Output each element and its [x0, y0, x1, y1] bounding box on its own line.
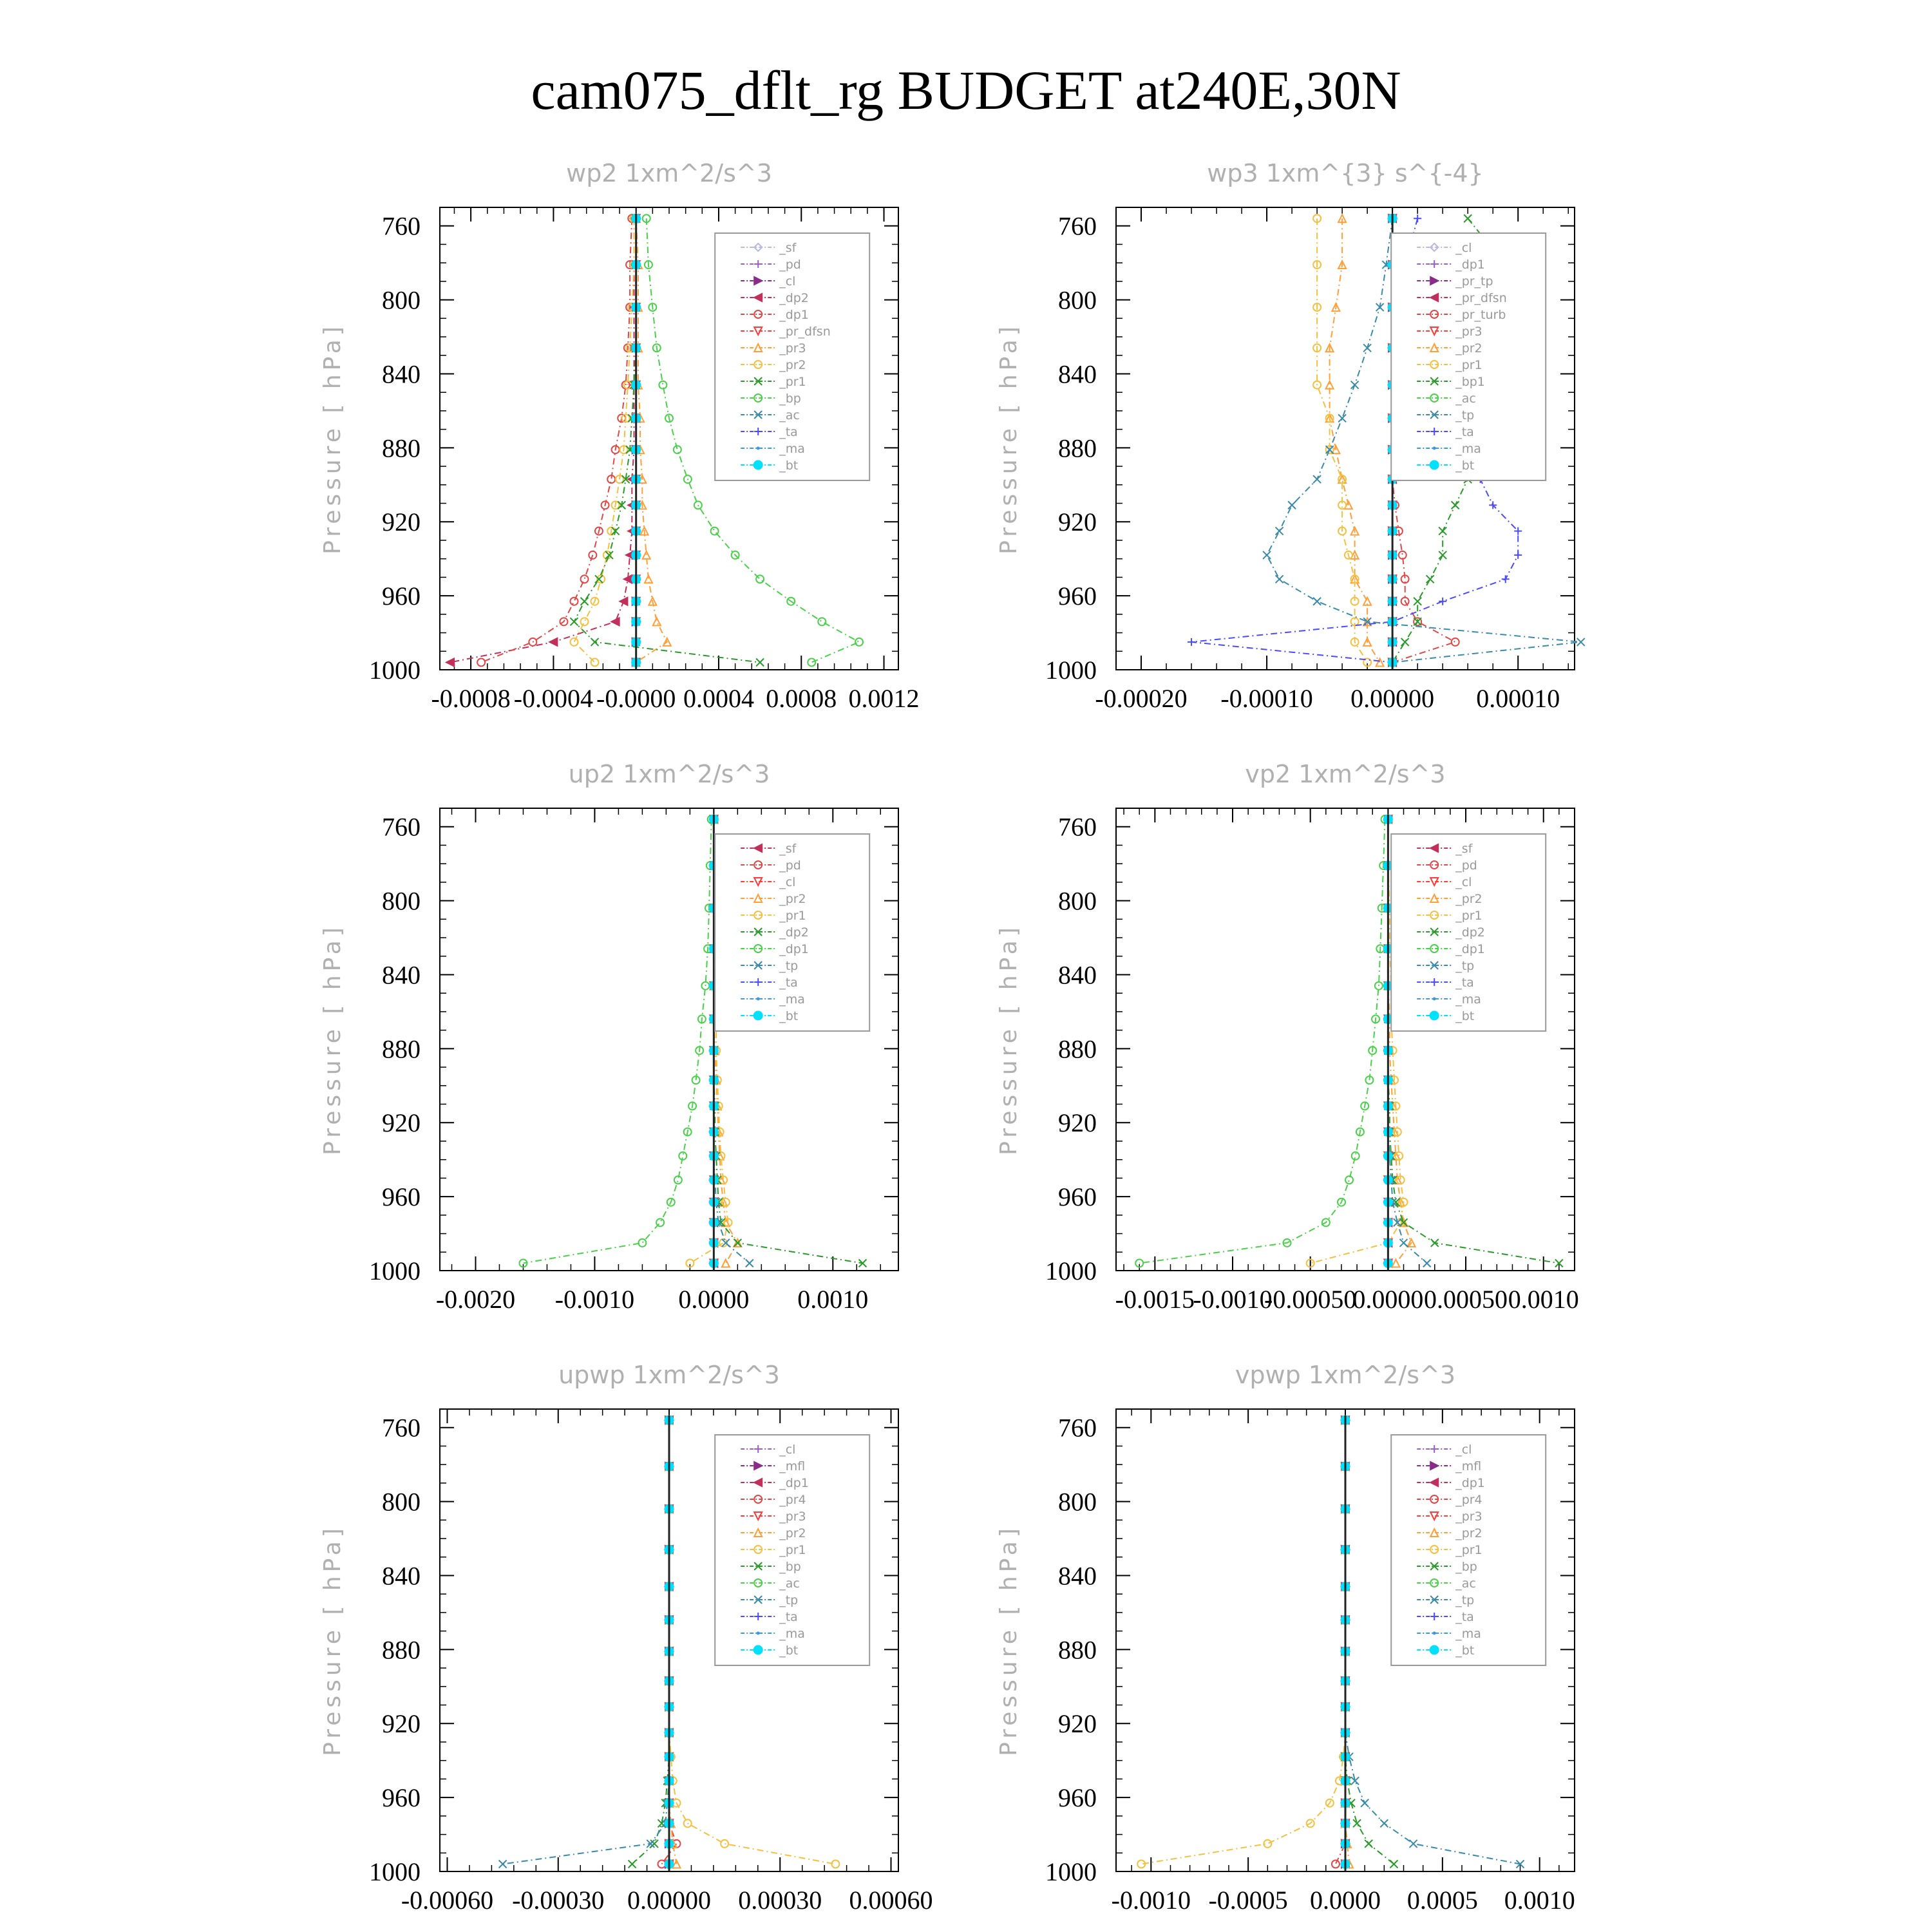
y-tick-label: 960 — [1058, 1783, 1097, 1813]
series-line — [1141, 1420, 1345, 1864]
series-line — [1311, 819, 1404, 1263]
x-tick-label: 0.0004 — [683, 684, 754, 713]
chart-panel — [319, 760, 898, 1314]
y-tick-label: 840 — [382, 1561, 421, 1591]
y-tick-label: 800 — [382, 886, 421, 916]
series-line — [481, 218, 632, 662]
legend-label: _ta — [779, 976, 798, 990]
legend-label: _ta — [1455, 425, 1474, 439]
legend-label: _dp2 — [779, 291, 809, 305]
y-axis-label: Pressure [ hPa] — [319, 323, 346, 554]
y-tick-label: 920 — [1058, 507, 1097, 537]
legend-label: _dp2 — [1455, 925, 1485, 940]
data-point — [653, 618, 661, 625]
data-point — [756, 575, 764, 583]
legend-label: _ma — [1455, 1627, 1481, 1641]
data-point — [1401, 638, 1409, 646]
legend-label: _tp — [779, 959, 799, 973]
legend-label: _pr1 — [779, 1543, 806, 1557]
y-axis-label: Pressure [ hPa] — [996, 1524, 1022, 1756]
y-tick-label: 920 — [1058, 1108, 1097, 1138]
legend-marker — [757, 447, 760, 450]
x-tick-label: 0.00060 — [849, 1886, 933, 1915]
figure-title: cam075_dflt_rg BUDGET at240E,30N — [531, 59, 1401, 121]
y-axis-label: Pressure [ hPa] — [319, 1524, 346, 1756]
data-point — [756, 659, 764, 667]
legend-label: _bt — [779, 459, 799, 473]
legend-label: _pr2 — [779, 358, 806, 372]
x-tick-label: 0.0010 — [1504, 1886, 1575, 1915]
data-point — [612, 527, 620, 535]
chart-panel — [996, 159, 1585, 713]
legend-label: _ac — [779, 408, 800, 422]
data-point — [1439, 598, 1446, 605]
y-axis-label: Pressure [ hPa] — [996, 923, 1022, 1155]
data-point — [612, 618, 620, 625]
data-point — [1365, 1840, 1372, 1848]
legend-label: _ta — [779, 1610, 798, 1624]
y-tick-label: 840 — [1058, 1561, 1097, 1591]
legend-label: _ta — [1455, 1610, 1474, 1624]
data-point — [645, 575, 652, 583]
y-tick-label: 960 — [382, 1783, 421, 1813]
data-point — [1414, 214, 1421, 222]
data-point — [722, 1260, 730, 1267]
panel-title: up2 1xm^2/s^3 — [568, 760, 770, 788]
x-tick-label: 0.0000 — [1310, 1886, 1381, 1915]
x-tick-label: -0.0015 — [1115, 1285, 1195, 1314]
legend-label: _pr2 — [1455, 1526, 1482, 1540]
x-tick-label: 0.0010 — [797, 1285, 869, 1314]
series-line — [632, 1420, 669, 1864]
legend-label: _pd — [1455, 858, 1477, 873]
y-tick-label: 880 — [382, 433, 421, 463]
y-tick-label: 1000 — [369, 1857, 421, 1886]
data-point — [1502, 575, 1510, 583]
legend-label: _ma — [1455, 442, 1481, 456]
x-tick-label: 0.0008 — [766, 684, 837, 713]
legend-label: _pr2 — [779, 1526, 806, 1540]
legend-label: _bp — [779, 392, 801, 406]
data-point — [1380, 1819, 1388, 1827]
legend-label: _bt — [779, 1643, 799, 1658]
legend-label: _dp1 — [779, 1476, 809, 1490]
data-point — [1345, 1176, 1353, 1184]
legend-marker — [1430, 1011, 1439, 1020]
y-tick-label: 920 — [1058, 1709, 1097, 1739]
data-point — [818, 618, 826, 625]
data-point — [1313, 598, 1321, 605]
legend-label: _pr_dfsn — [1455, 291, 1507, 305]
legend-label: _ma — [779, 1627, 805, 1641]
series-line — [1317, 218, 1367, 662]
data-point — [1263, 551, 1271, 559]
legend-label: _pr1 — [1455, 909, 1482, 923]
x-tick-label: 0.0012 — [848, 684, 920, 713]
data-point — [629, 1861, 636, 1868]
data-point — [1338, 414, 1346, 422]
legend-label: _dp1 — [1455, 942, 1485, 956]
y-tick-label: 1000 — [369, 1256, 421, 1285]
y-axis-label: Pressure [ hPa] — [319, 923, 346, 1155]
legend-label: _pr3 — [1455, 1510, 1482, 1524]
y-tick-label: 800 — [1058, 285, 1097, 315]
legend-marker — [757, 1632, 760, 1635]
data-point — [620, 598, 627, 605]
data-point — [638, 1239, 646, 1247]
y-tick-label: 760 — [382, 211, 421, 241]
data-point — [581, 598, 589, 605]
data-point — [1414, 598, 1421, 605]
data-point — [1452, 638, 1459, 646]
x-tick-label: -0.00010 — [1220, 684, 1313, 713]
legend-label: _dp1 — [779, 942, 809, 956]
y-tick-label: 800 — [382, 285, 421, 315]
legend-label: _pr_turb — [1455, 308, 1506, 322]
legend-label: _ac — [779, 1577, 800, 1591]
legend-label: _ac — [1455, 392, 1476, 406]
data-point — [446, 659, 454, 667]
legend-marker — [1433, 1632, 1436, 1635]
data-point — [499, 1861, 507, 1868]
y-tick-label: 880 — [382, 1635, 421, 1665]
data-point — [1439, 527, 1446, 535]
y-tick-label: 1000 — [1045, 1857, 1097, 1886]
y-tick-label: 800 — [382, 1487, 421, 1517]
series-line — [1345, 1420, 1394, 1864]
chart-panel — [319, 1361, 933, 1915]
y-tick-label: 760 — [1058, 211, 1097, 241]
y-tick-label: 800 — [1058, 886, 1097, 916]
series-line — [503, 1420, 669, 1864]
legend-label: _cl — [779, 875, 796, 889]
legend-label: _ta — [1455, 976, 1474, 990]
data-point — [1439, 551, 1446, 559]
y-tick-label: 960 — [1058, 1182, 1097, 1212]
series-line — [1139, 819, 1385, 1263]
data-point — [1452, 501, 1459, 509]
legend-marker — [1430, 1645, 1439, 1654]
x-tick-label: -0.0010 — [1193, 1285, 1273, 1314]
panel-title: vp2 1xm^2/s^3 — [1245, 760, 1446, 788]
legend-label: _pd — [779, 258, 801, 272]
chart-panel — [996, 760, 1579, 1314]
legend-label: _pr3 — [779, 341, 806, 355]
data-point — [1426, 575, 1434, 583]
y-tick-label: 840 — [382, 359, 421, 389]
data-point — [1399, 551, 1406, 559]
panel-title: wp2 1xm^2/s^3 — [566, 159, 772, 187]
legend-label: _pr1 — [779, 909, 806, 923]
data-point — [1288, 501, 1296, 509]
legend-marker — [753, 1011, 762, 1020]
data-point — [808, 659, 815, 667]
legend-marker — [757, 998, 760, 1001]
x-tick-label: 0.00000 — [1350, 684, 1435, 713]
x-tick-label: -0.0008 — [431, 684, 511, 713]
data-point — [477, 659, 485, 667]
legend-label: _pr1 — [779, 375, 806, 389]
series-line — [1336, 1420, 1345, 1864]
legend-label: _bt — [779, 1009, 799, 1023]
legend-label: _bt — [1455, 459, 1475, 473]
y-tick-label: 960 — [382, 1182, 421, 1212]
y-tick-label: 760 — [382, 1413, 421, 1443]
x-tick-label: -0.00060 — [401, 1886, 494, 1915]
legend-label: _dp1 — [779, 308, 809, 322]
panel-title: vpwp 1xm^2/s^3 — [1235, 1361, 1456, 1389]
legend-label: _cl — [1455, 875, 1472, 889]
legend-label: _ma — [1455, 992, 1481, 1007]
data-point — [1376, 659, 1384, 667]
data-point — [1276, 527, 1283, 535]
legend-marker — [753, 460, 762, 469]
legend-label: _pr3 — [1455, 325, 1482, 339]
data-point — [1410, 1840, 1417, 1848]
data-point — [855, 638, 863, 646]
data-point — [1577, 638, 1585, 646]
legend-label: _sf — [1455, 842, 1473, 856]
x-tick-label: 0.0005 — [1406, 1886, 1478, 1915]
x-tick-label: 0.00050 — [1424, 1285, 1508, 1314]
legend-label: _pr1 — [1455, 1543, 1482, 1557]
x-tick-label: -0.00020 — [1095, 684, 1188, 713]
x-tick-label: -0.0004 — [513, 684, 594, 713]
legend-label: _pr2 — [1455, 341, 1482, 355]
y-tick-label: 880 — [382, 1034, 421, 1064]
y-tick-label: 760 — [1058, 812, 1097, 842]
data-point — [1464, 214, 1472, 222]
legend-label: _bp1 — [1455, 375, 1485, 389]
x-tick-label: 0.00010 — [1476, 684, 1560, 713]
legend-label: _mfl — [1455, 1459, 1482, 1473]
y-axis-label: Pressure [ hPa] — [996, 323, 1022, 554]
x-tick-label: -0.00050 — [1264, 1285, 1357, 1314]
panel-title: wp3 1xm^{3} s^{-4} — [1207, 159, 1484, 187]
y-tick-label: 1000 — [1045, 656, 1097, 685]
data-point — [746, 1260, 753, 1267]
data-point — [1514, 551, 1522, 559]
y-tick-label: 920 — [382, 507, 421, 537]
y-tick-label: 1000 — [1045, 1256, 1097, 1285]
data-point — [1361, 1799, 1368, 1807]
legend-label: _mfl — [779, 1459, 806, 1473]
legend-label: _pr4 — [1455, 1493, 1482, 1507]
data-point — [1188, 638, 1195, 646]
legend-label: _tp — [1455, 959, 1475, 973]
data-point — [656, 1218, 664, 1226]
y-tick-label: 760 — [1058, 1413, 1097, 1443]
y-tick-label: 960 — [1058, 582, 1097, 611]
legend-label: _pd — [779, 858, 801, 873]
legend-marker — [1430, 460, 1439, 469]
chart-panel — [319, 159, 920, 713]
legend-label: _pr_tp — [1455, 274, 1493, 289]
legend-label: _dp1 — [1455, 1476, 1485, 1490]
series-line — [669, 1420, 677, 1864]
legend-label: _cl — [779, 1443, 796, 1457]
data-point — [549, 638, 557, 646]
x-tick-label: 0.0000 — [1352, 1285, 1424, 1314]
legend-label: _cl — [779, 274, 796, 289]
legend-marker — [753, 1645, 762, 1654]
y-tick-label: 880 — [1058, 1034, 1097, 1064]
y-tick-label: 960 — [382, 582, 421, 611]
y-tick-label: 840 — [382, 960, 421, 990]
legend-label: _pr4 — [779, 1493, 806, 1507]
legend-label: _cl — [1455, 1443, 1472, 1457]
legend-label: _bt — [1455, 1643, 1475, 1658]
legend-label: _pr_dfsn — [779, 325, 831, 339]
y-tick-label: 1000 — [369, 656, 421, 685]
data-point — [721, 1840, 728, 1848]
legend-label: _dp2 — [779, 925, 809, 940]
x-tick-label: -0.0010 — [1111, 1886, 1191, 1915]
series-line — [524, 819, 712, 1263]
x-tick-label: 0.00000 — [627, 1886, 711, 1915]
x-tick-label: -0.0000 — [596, 684, 676, 713]
x-tick-label: 0.0000 — [678, 1285, 750, 1314]
legend-marker — [1433, 998, 1436, 1001]
data-point — [591, 638, 599, 646]
legend-label: _sf — [779, 842, 797, 856]
series-line — [636, 218, 667, 662]
legend-label: _pr2 — [779, 892, 806, 906]
legend-label: _bt — [1455, 1009, 1475, 1023]
series-line — [450, 218, 634, 662]
data-point — [643, 551, 650, 559]
x-tick-label: 0.00030 — [738, 1886, 822, 1915]
legend-label: _tp — [1455, 1593, 1475, 1607]
y-tick-label: 880 — [1058, 433, 1097, 463]
data-point — [570, 638, 578, 646]
data-point — [570, 598, 578, 605]
chart-panel — [996, 1361, 1575, 1915]
legend-label: _ma — [779, 442, 805, 456]
legend-label: _tp — [1455, 408, 1475, 422]
data-point — [1423, 1260, 1431, 1267]
x-tick-label: 0.0010 — [1508, 1285, 1579, 1314]
y-tick-label: 880 — [1058, 1635, 1097, 1665]
data-point — [674, 446, 681, 453]
y-tick-label: 920 — [382, 1709, 421, 1739]
data-point — [1353, 1819, 1361, 1827]
legend-label: _ta — [779, 425, 798, 439]
data-point — [1351, 381, 1359, 389]
y-tick-label: 760 — [382, 812, 421, 842]
y-tick-label: 840 — [1058, 960, 1097, 990]
data-point — [1392, 1260, 1399, 1267]
legend-label: _ma — [779, 992, 805, 1007]
data-point — [581, 618, 589, 625]
data-point — [711, 527, 719, 535]
legend-label: _sf — [779, 241, 797, 255]
data-point — [1390, 1861, 1397, 1868]
y-tick-label: 800 — [1058, 1487, 1097, 1517]
legend-label: _pr3 — [779, 1510, 806, 1524]
x-tick-label: -0.0010 — [554, 1285, 635, 1314]
legend-label: _cl — [1455, 241, 1472, 255]
data-point — [591, 659, 599, 667]
x-tick-label: -0.0020 — [435, 1285, 516, 1314]
legend-label: _bp — [1455, 1560, 1477, 1574]
data-point — [1332, 1861, 1340, 1868]
y-tick-label: 840 — [1058, 359, 1097, 389]
data-point — [581, 575, 589, 583]
data-point — [1414, 618, 1421, 625]
y-tick-label: 920 — [382, 1108, 421, 1138]
legend-label: _dp1 — [1455, 258, 1485, 272]
series-line — [574, 218, 634, 662]
data-point — [1400, 1239, 1408, 1247]
legend-label: _pr1 — [1455, 358, 1482, 372]
data-point — [1313, 475, 1321, 483]
legend-label: _ac — [1455, 1577, 1476, 1591]
legend-label: _pr2 — [1455, 892, 1482, 906]
data-point — [1363, 344, 1371, 352]
x-tick-label: -0.00030 — [512, 1886, 605, 1915]
data-point — [1276, 575, 1283, 583]
data-point — [570, 618, 578, 625]
legend-label: _bp — [779, 1560, 801, 1574]
legend-marker — [1433, 447, 1436, 450]
legend-label: _tp — [779, 1593, 799, 1607]
data-point — [650, 1840, 658, 1848]
x-tick-label: -0.0005 — [1208, 1886, 1288, 1915]
panel-title: upwp 1xm^2/s^3 — [558, 1361, 780, 1389]
